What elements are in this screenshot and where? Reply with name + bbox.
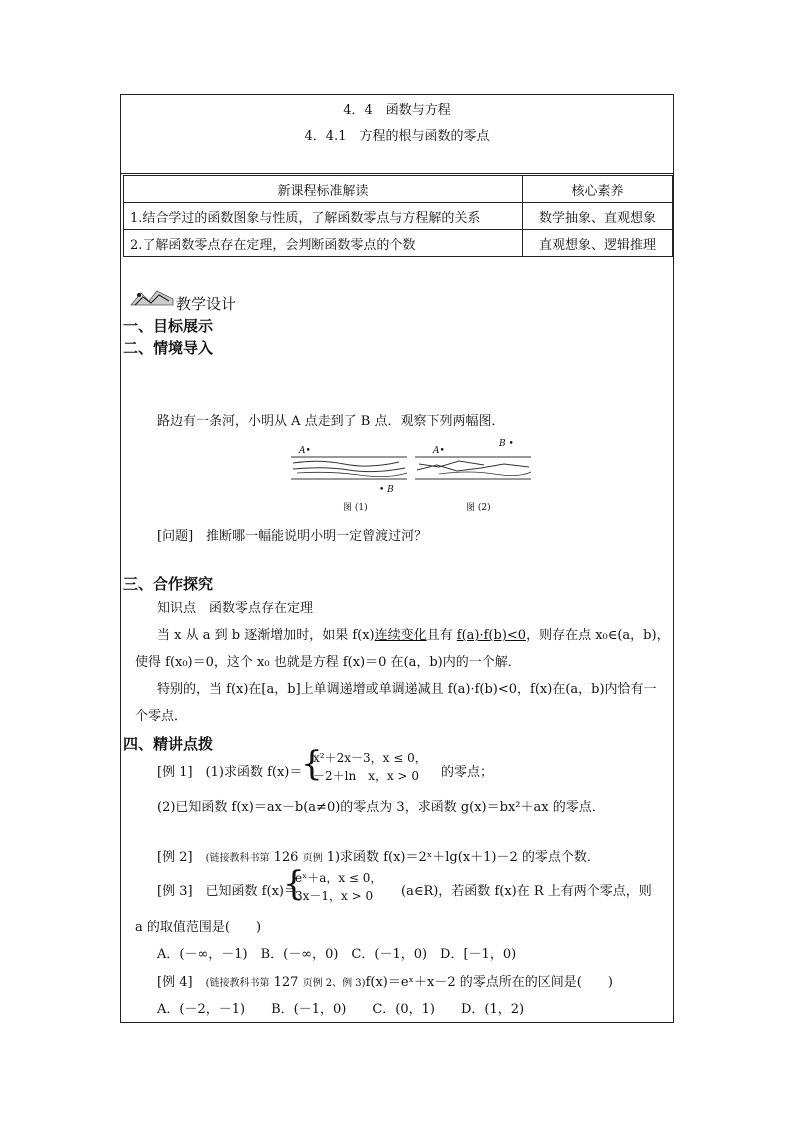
heading-intro: 二、情境导入 <box>123 339 214 357</box>
intro-text: 路边有一条河，小明从 A 点走到了 B 点．观察下列两幅图． <box>157 414 505 429</box>
heading-goals: 一、目标展示 <box>123 317 214 335</box>
figure-1-label: 图 (1) <box>343 503 368 513</box>
theorem-line-1 <box>157 624 670 643</box>
section-title: 教学设计 <box>176 295 237 313</box>
textbook-link-tag: (链接教科书第 <box>205 853 270 864</box>
example-1-intro: [例 1] (1)求函数 f(x)＝ <box>157 765 303 780</box>
textbook-link-tag: (链接教科书第 <box>205 978 270 989</box>
table-row <box>124 230 673 257</box>
textbook-link-tag: 页例 <box>302 853 323 864</box>
figure-2-label: 图 (2) <box>466 503 491 513</box>
underline-continuous: 连续变化 <box>374 628 427 643</box>
example-2-label: [例 2] <box>157 850 206 865</box>
point-b-fig1: • B <box>379 485 394 495</box>
example-4-text: f(x)＝eˣ＋x－2 的零点所在的区间是( ) <box>365 975 613 990</box>
table-row <box>124 203 673 230</box>
standard-cell: 2.了解函数零点存在定理，会判断函数零点的个数 <box>124 230 523 257</box>
point-a-fig1: A• <box>299 446 311 456</box>
example-2 <box>157 846 600 865</box>
intro-question: [问题] 推断哪一幅能说明小明一定曾渡过河？ <box>157 529 428 544</box>
example-1-piece-2: －2＋ln x，x > 0 <box>313 769 420 783</box>
river-figure <box>289 437 534 515</box>
textbook-link-tag: 页例 2、例 3) <box>302 978 366 989</box>
example-4-label: [例 4] <box>157 975 206 990</box>
example-2-text: 1)求函数 f(x)＝2ˣ＋lg(x＋1)－2 的零点个数． <box>326 850 600 865</box>
theorem-line-2: 使得 f(x₀)＝0，这个 x₀ 也就是方程 f(x)＝0 在(a，b)内的一个解． <box>135 655 521 670</box>
lesson-subtitle: 4．4.1 方程的根与函数的零点 <box>304 129 490 144</box>
theorem-line-3: 特别的，当 f(x)在[a，b]上单调递增或单调递减且 f(a)·f(b)<0，f(x)在(a，b)内恰有一 <box>157 682 657 697</box>
theorem-text: 当 x 从 a 到 b 逐渐增加时，如果 f(x) <box>157 628 375 643</box>
teaching-design-icon <box>129 287 175 309</box>
header-standard: 新课程标准解读 <box>124 176 523 203</box>
point-a-fig2: A• <box>433 446 445 456</box>
example-3-tail: (a∈R)，若函数 f(x)在 R 上有两个零点，则 <box>401 884 652 899</box>
standard-cell: 1.结合学过的函数图象与性质，了解函数零点与方程解的关系 <box>124 203 523 230</box>
theorem-line-4: 个零点． <box>135 709 188 724</box>
example-1-piece-1: x²＋2x－3，x ≤ 0， <box>313 751 427 765</box>
table-header-row <box>124 176 673 203</box>
literacy-cell: 数学抽象、直观想象 <box>523 203 673 230</box>
brace-icon: { <box>301 744 323 784</box>
point-b-fig2: B • <box>499 439 514 449</box>
header-literacy: 核心素养 <box>523 176 673 203</box>
theorem-text: ，则存在点 x₀∈(a，b)， <box>526 628 670 643</box>
title-block <box>121 95 673 174</box>
literacy-cell: 直观想象、逻辑推理 <box>523 230 673 257</box>
example-4 <box>157 971 613 990</box>
standards-table <box>123 175 673 257</box>
underline-condition: f(a)·f(b)<0 <box>456 628 527 643</box>
example-3-piece-1: eˣ＋a，x ≤ 0， <box>295 871 383 885</box>
example-1-tail: 的零点； <box>441 765 494 780</box>
example-3-intro: [例 3] 已知函数 f(x)＝ <box>157 884 297 899</box>
content-frame <box>120 94 674 1023</box>
heading-explore: 三、合作探究 <box>123 575 214 593</box>
example-3-question: a 的取值范围是( ) <box>135 920 262 935</box>
lesson-title: 4．4 函数与方程 <box>343 103 451 118</box>
theorem-label: 知识点 函数零点存在定理 <box>157 601 314 616</box>
example-1-part-2: (2)已知函数 f(x)＝ax－b(a≠0)的零点为 3，求函数 g(x)＝bx²＋ax 的零点． <box>157 800 605 815</box>
theorem-text: 且有 <box>426 628 457 643</box>
example-3-options: A．(－∞，－1) B．(－∞，0) C．(－1，0) D．[－1，0) <box>157 947 517 962</box>
example-4-options: A．(－2，－1) B．(－1，0) C．(0，1) D．(1，2) <box>157 1002 525 1017</box>
example-3-piece-2: 3x－1，x > 0 <box>295 889 374 903</box>
heading-lecture: 四、精讲点拨 <box>123 735 214 753</box>
page-number: 126 <box>273 850 299 865</box>
brace-icon: { <box>283 864 305 904</box>
page-number: 127 <box>273 975 299 990</box>
